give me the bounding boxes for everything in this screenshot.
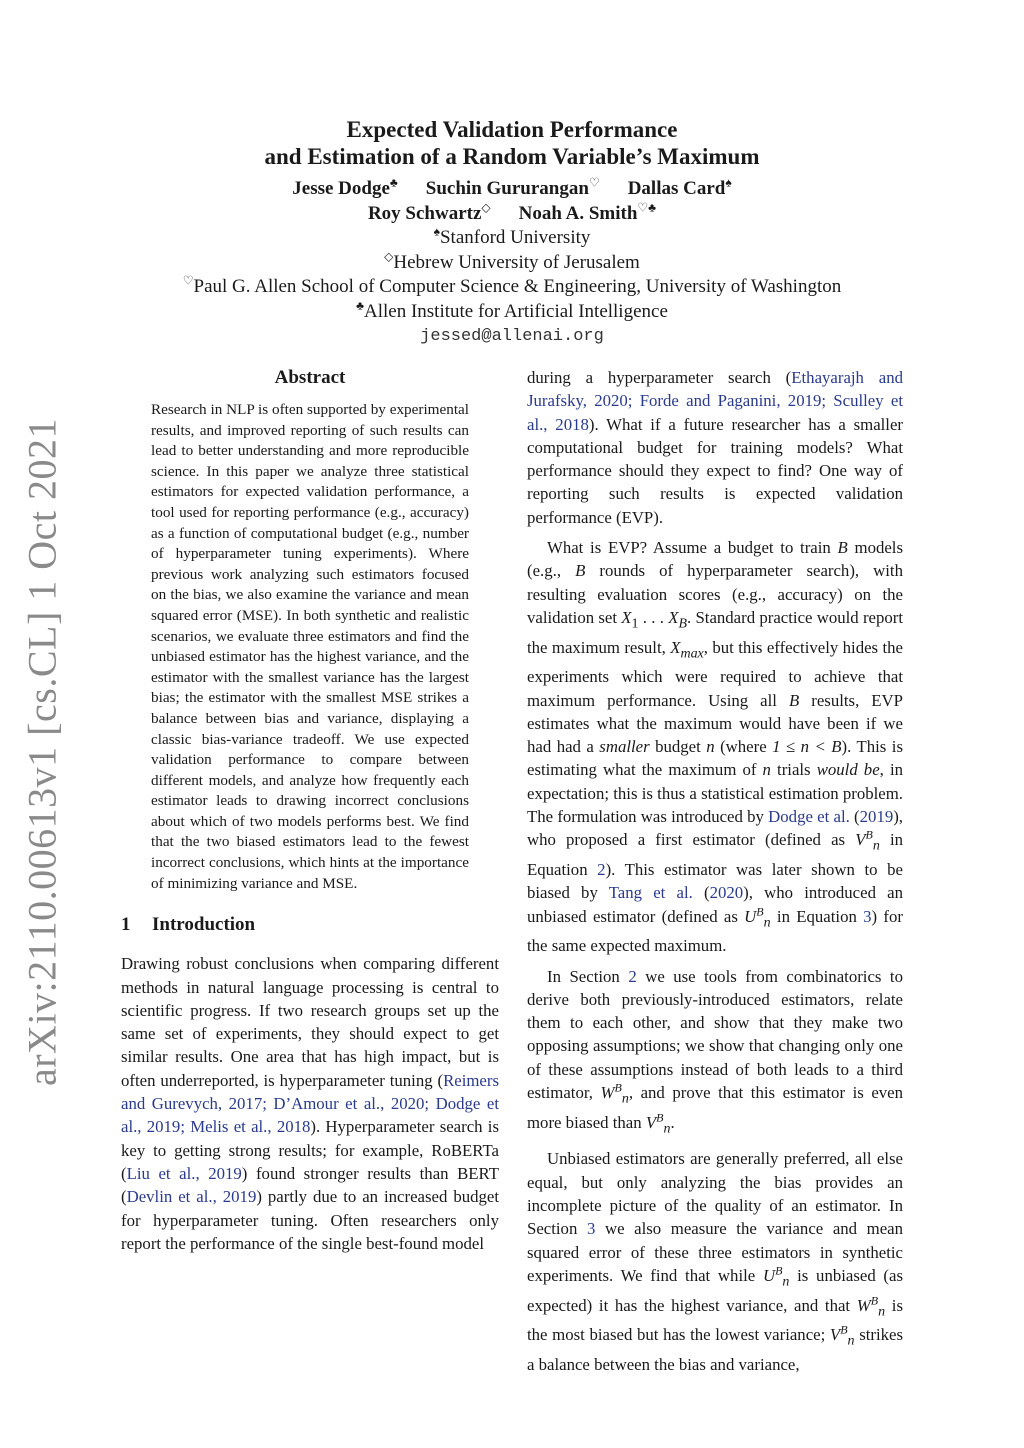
text-run: trials (770, 760, 817, 780)
author-name: Jesse Dodge (292, 178, 390, 199)
contact-email[interactable]: jessed@allenai.org (420, 327, 604, 346)
citation-link[interactable]: Liu et al., 2019 (126, 1163, 242, 1183)
math-symbol: V (829, 1325, 841, 1345)
math-symbol: X (668, 607, 679, 627)
math-V-estimator (855, 827, 880, 854)
author-mark: ♡ (588, 175, 600, 190)
citation-link[interactable]: Dodge et al. (768, 807, 850, 827)
text-run: . Standard practice would report the maximum result, (527, 607, 904, 657)
section-number: 1 (121, 914, 131, 936)
math-symbol: U (744, 906, 757, 926)
right-column (527, 366, 903, 1376)
math-W-estimator (856, 1292, 886, 1319)
text-run: ). This is estimating what the maximum of (527, 737, 903, 780)
section-link[interactable]: 2 (628, 966, 637, 986)
text-run: in Equation (527, 830, 904, 880)
text-run: Unbiased estimators are generally preferred, all else equal, but only analyzing the bias provides an incomplete picture of the quality of an estimator. In Section (527, 1149, 903, 1239)
arxiv-identifier (19, 417, 65, 1087)
math-B: B (837, 538, 848, 558)
math-V-estimator (829, 1322, 855, 1349)
math-dots: . . . (638, 607, 669, 627)
math-subscript: max (680, 645, 704, 661)
emphasis: would be (816, 760, 880, 780)
left-column (121, 366, 499, 1255)
math-subscript: n (621, 1091, 629, 1107)
text-run: ) found stronger results than BERT ( (121, 1163, 499, 1207)
text-run: (where (714, 737, 773, 757)
paper-title (0, 116, 1024, 170)
affiliation (0, 300, 1024, 325)
emphasis: smaller (599, 737, 650, 757)
text-run: ), who introduced an unbiased estimator (defined as (527, 883, 903, 926)
math-subscript: n (847, 1333, 855, 1349)
intro-paragraph-1 (121, 952, 499, 1255)
text-run: rounds of hyperparameter search), with resulting evaluation scores (e.g., accuracy) on the validation set (527, 561, 903, 627)
abstract-heading: Abstract (274, 367, 346, 388)
text-run: In Section (547, 966, 629, 986)
citation-link[interactable]: Devlin et al., 2019 (126, 1187, 257, 1207)
math-W-estimator (600, 1080, 629, 1107)
text-run: Drawing robust conclusions when comparing different methods in natural language processing is central to scientific progress. If two research groups set up the same set of experiments, they should expect to get similar results. One area that has high impact, but is often underreported, is hyperparameter tuning ( (121, 954, 499, 1090)
citation-link[interactable]: 2020 (709, 883, 744, 903)
math-superscript: B (656, 1110, 664, 1125)
math-subscript: n (782, 1274, 790, 1290)
author-mark: ♡♣ (637, 200, 657, 215)
author-mark: ♠ (725, 175, 732, 190)
section-heading-introduction (121, 913, 499, 937)
math-symbol: W (600, 1083, 615, 1103)
text-run: ). This estimator was later shown to be biased by (527, 860, 903, 903)
math-V-estimator (645, 1110, 671, 1137)
text-run: during a hyperparameter search ( (527, 368, 792, 387)
affiliation (0, 226, 1024, 251)
text-run: we use tools from combinatorics to derive both previously-introduced estimators, relate them to each other, and show that they make two opposing assumptions; we show that changing only one of these assumptions instead of both leads to a third estimator, (527, 966, 903, 1103)
math-symbol: V (645, 1112, 657, 1132)
abstract-text: Research in NLP is often supported by experimental results, and improved reporting of such results can lead to better understanding and more reproducible science. In this paper we analyze three statistical estimators for expected validation performance, a tool used for reporting performance (e.g., accuracy) as a function of computational budget (e.g., number of hyperparameter tuning experiments). Where previous work analyzing such estimators focused on the bias, we also examine the variance and mean squared error (MSE). In both synthetic and realistic scenarios, we evaluate three estimators and find the unbiased estimator has the highest variance, and the estimator with the smallest variance has the largest bias; the estimator with the smallest MSE strikes a balance between bias and variance, displaying a classic bias-variance tradeoff. We use expected validation performance to compare between different models, and analyze how frequently each estimator leads to drawing incorrect conclusions about which of two models performs best. We find that the two biased estimators lead to the fewest incorrect conclusions, which hints at the importance of minimizing variance and MSE. (151, 401, 469, 892)
text-run: . (670, 1112, 675, 1132)
citation-link[interactable]: Reimers and Gurevych, 2017; D’Amour et al., 2020; Dodge et al., 2019; Melis et al., 2018 (121, 1070, 499, 1137)
text-run: strikes a balance between the bias and variance, (527, 1325, 904, 1374)
text-run: , in expectation; this is thus a statistical estimation problem. The formulation was introduced by (527, 760, 903, 827)
text-run: in Equation (770, 906, 864, 926)
math-n: n (706, 737, 715, 757)
text-run: ). Hyperparameter search is key to getting strong results; for example, RoBERTa ( (121, 1117, 499, 1183)
affiliation-mark: ♣ (356, 298, 364, 313)
right-paragraph-3 (527, 965, 903, 1141)
math-symbol: W (856, 1295, 871, 1315)
math-superscript: B (775, 1263, 783, 1278)
right-paragraph-4 (527, 1147, 903, 1376)
text-run: models (e.g., (527, 538, 903, 581)
math-superscript: B (865, 827, 873, 842)
affiliation (0, 275, 1024, 300)
affiliation-mark: ◇ (384, 249, 394, 264)
affiliation-name: Stanford University (439, 227, 591, 248)
math-subscript: n (878, 1303, 886, 1319)
text-run: ) partly due to an increased budget for hyperparameter tuning. Often researchers only report the performance of the single best-found model (121, 1187, 500, 1253)
text-run: ), who proposed a first estimator (defined as (527, 807, 904, 850)
title-line-2: and Estimation of a Random Variable’s Maximum (264, 144, 760, 169)
math-symbol: X (621, 607, 632, 627)
section-title: Introduction (152, 914, 256, 936)
math-U-estimator (762, 1263, 790, 1290)
math-subscript: 1 (631, 616, 639, 632)
math-symbol: V (855, 830, 866, 850)
math-symbol: U (762, 1265, 776, 1285)
author-name: Dallas Card (627, 178, 726, 199)
equation-link[interactable]: 2 (597, 860, 606, 880)
math-B: B (788, 690, 800, 710)
equation-link[interactable]: 3 (863, 906, 872, 926)
math-subscript: n (763, 914, 771, 930)
author-mark: ♣ (389, 175, 398, 190)
math-xmax (670, 637, 704, 661)
text-run: we also measure the variance and mean squared error of these three estimators in synthetic experiments. We find that while (527, 1219, 903, 1285)
text-run: budget (649, 737, 707, 757)
text-run: , and prove that this estimator is even more biased than (527, 1083, 903, 1132)
math-U-estimator (744, 904, 771, 930)
paper-header (0, 116, 1024, 349)
text-run: ). What if a future researcher has a smaller computational budget for training models? What performance should they expect to find? One way of reporting such results is expected validation performance (EVP). (527, 414, 903, 527)
affiliation-name: Hebrew University of Jerusalem (393, 251, 640, 273)
citation-link[interactable]: 2019 (859, 807, 894, 827)
right-paragraph-2: What is EVP? Assume a budget to train B models (e.g., B rounds of hyperparameter search), with resulting evaluation scores (e.g., accuracy) on the validation set $X_1$ . . . $X_B$. Standard practice would report the maximum result, $X_{max}$, but this effectively hides the experiments which were required to achieve that maximum performance. Using all B results, EVP estimates what the maximum would have been if we had had a smaller budget n (where 1 ≤ n < B). This is estimating what the maximum of n trials would be, in expectation; this is thus a statistical estimation problem. The formulation was introduced by Dodge et al. (2019), who proposed a first estimator (defined as $V^B_n$ in Equation 2). This estimator was later shown to be biased by Tang et al. (2020), who introduced an unbiased estimator (defined as $U^B_n$ in Equation 3) for the same expected maximum. (527, 538, 904, 956)
author-mark: ◇ (481, 200, 491, 215)
text-run: ) for the same expected maximum. (527, 906, 903, 956)
title-line-1: Expected Validation Performance (346, 117, 678, 142)
citation-link[interactable]: Tang et al. (608, 883, 693, 903)
math-n: n (762, 760, 771, 780)
affiliation-mark: ♠ (433, 224, 440, 239)
math-superscript: B (840, 1322, 848, 1337)
math-inequality: 1 ≤ n < B (772, 737, 842, 757)
math-superscript: B (756, 904, 764, 919)
affiliation-name: Paul G. Allen School of Computer Science & Engineering, University of Washington (193, 276, 842, 297)
math-B: B (575, 561, 586, 581)
author-list (0, 176, 1024, 226)
section-link[interactable]: 3 (586, 1219, 596, 1239)
text-run: is unbiased (as expected) it has the highest variance, and that (527, 1265, 904, 1315)
math-superscript: B (870, 1292, 879, 1307)
text-run: is the most biased but has the lowest variance; (527, 1295, 903, 1345)
math-subscript: n (663, 1121, 671, 1137)
arxiv-identifier-text: arXiv:2110.00613v1 [cs.CL] 1 Oct 2021 (19, 417, 65, 1087)
math-superscript: B (614, 1080, 622, 1095)
math-validation-set (621, 607, 687, 632)
text-run: results, EVP estimates what the maximum would have been if we had had a (527, 690, 903, 757)
author-name: Roy Schwartz (367, 203, 482, 224)
author-line-1 (0, 176, 1024, 201)
math-subscript: n (872, 838, 880, 854)
affiliation-mark: ♡ (182, 273, 194, 288)
math-symbol: X (670, 637, 681, 657)
affiliation-name: Allen Institute for Artificial Intelligence (363, 300, 668, 322)
author-name: Noah A. Smith (518, 203, 638, 224)
math-subscript: B (678, 616, 687, 632)
author-name: Suchin Gururangan (425, 178, 589, 199)
author-line-2 (0, 201, 1024, 226)
text-run: What is EVP? Assume a budget to train (547, 538, 838, 558)
right-paragraph-1 (527, 366, 903, 529)
text-run: , but this effectively hides the experiments which were required to achieve that maximum performance. Using all (527, 637, 903, 710)
citation-link[interactable]: Ethayarajh and Jurafsky, 2020; Forde and Paganini, 2019; Sculley et al., 2018 (527, 368, 903, 434)
affiliation (0, 251, 1024, 276)
